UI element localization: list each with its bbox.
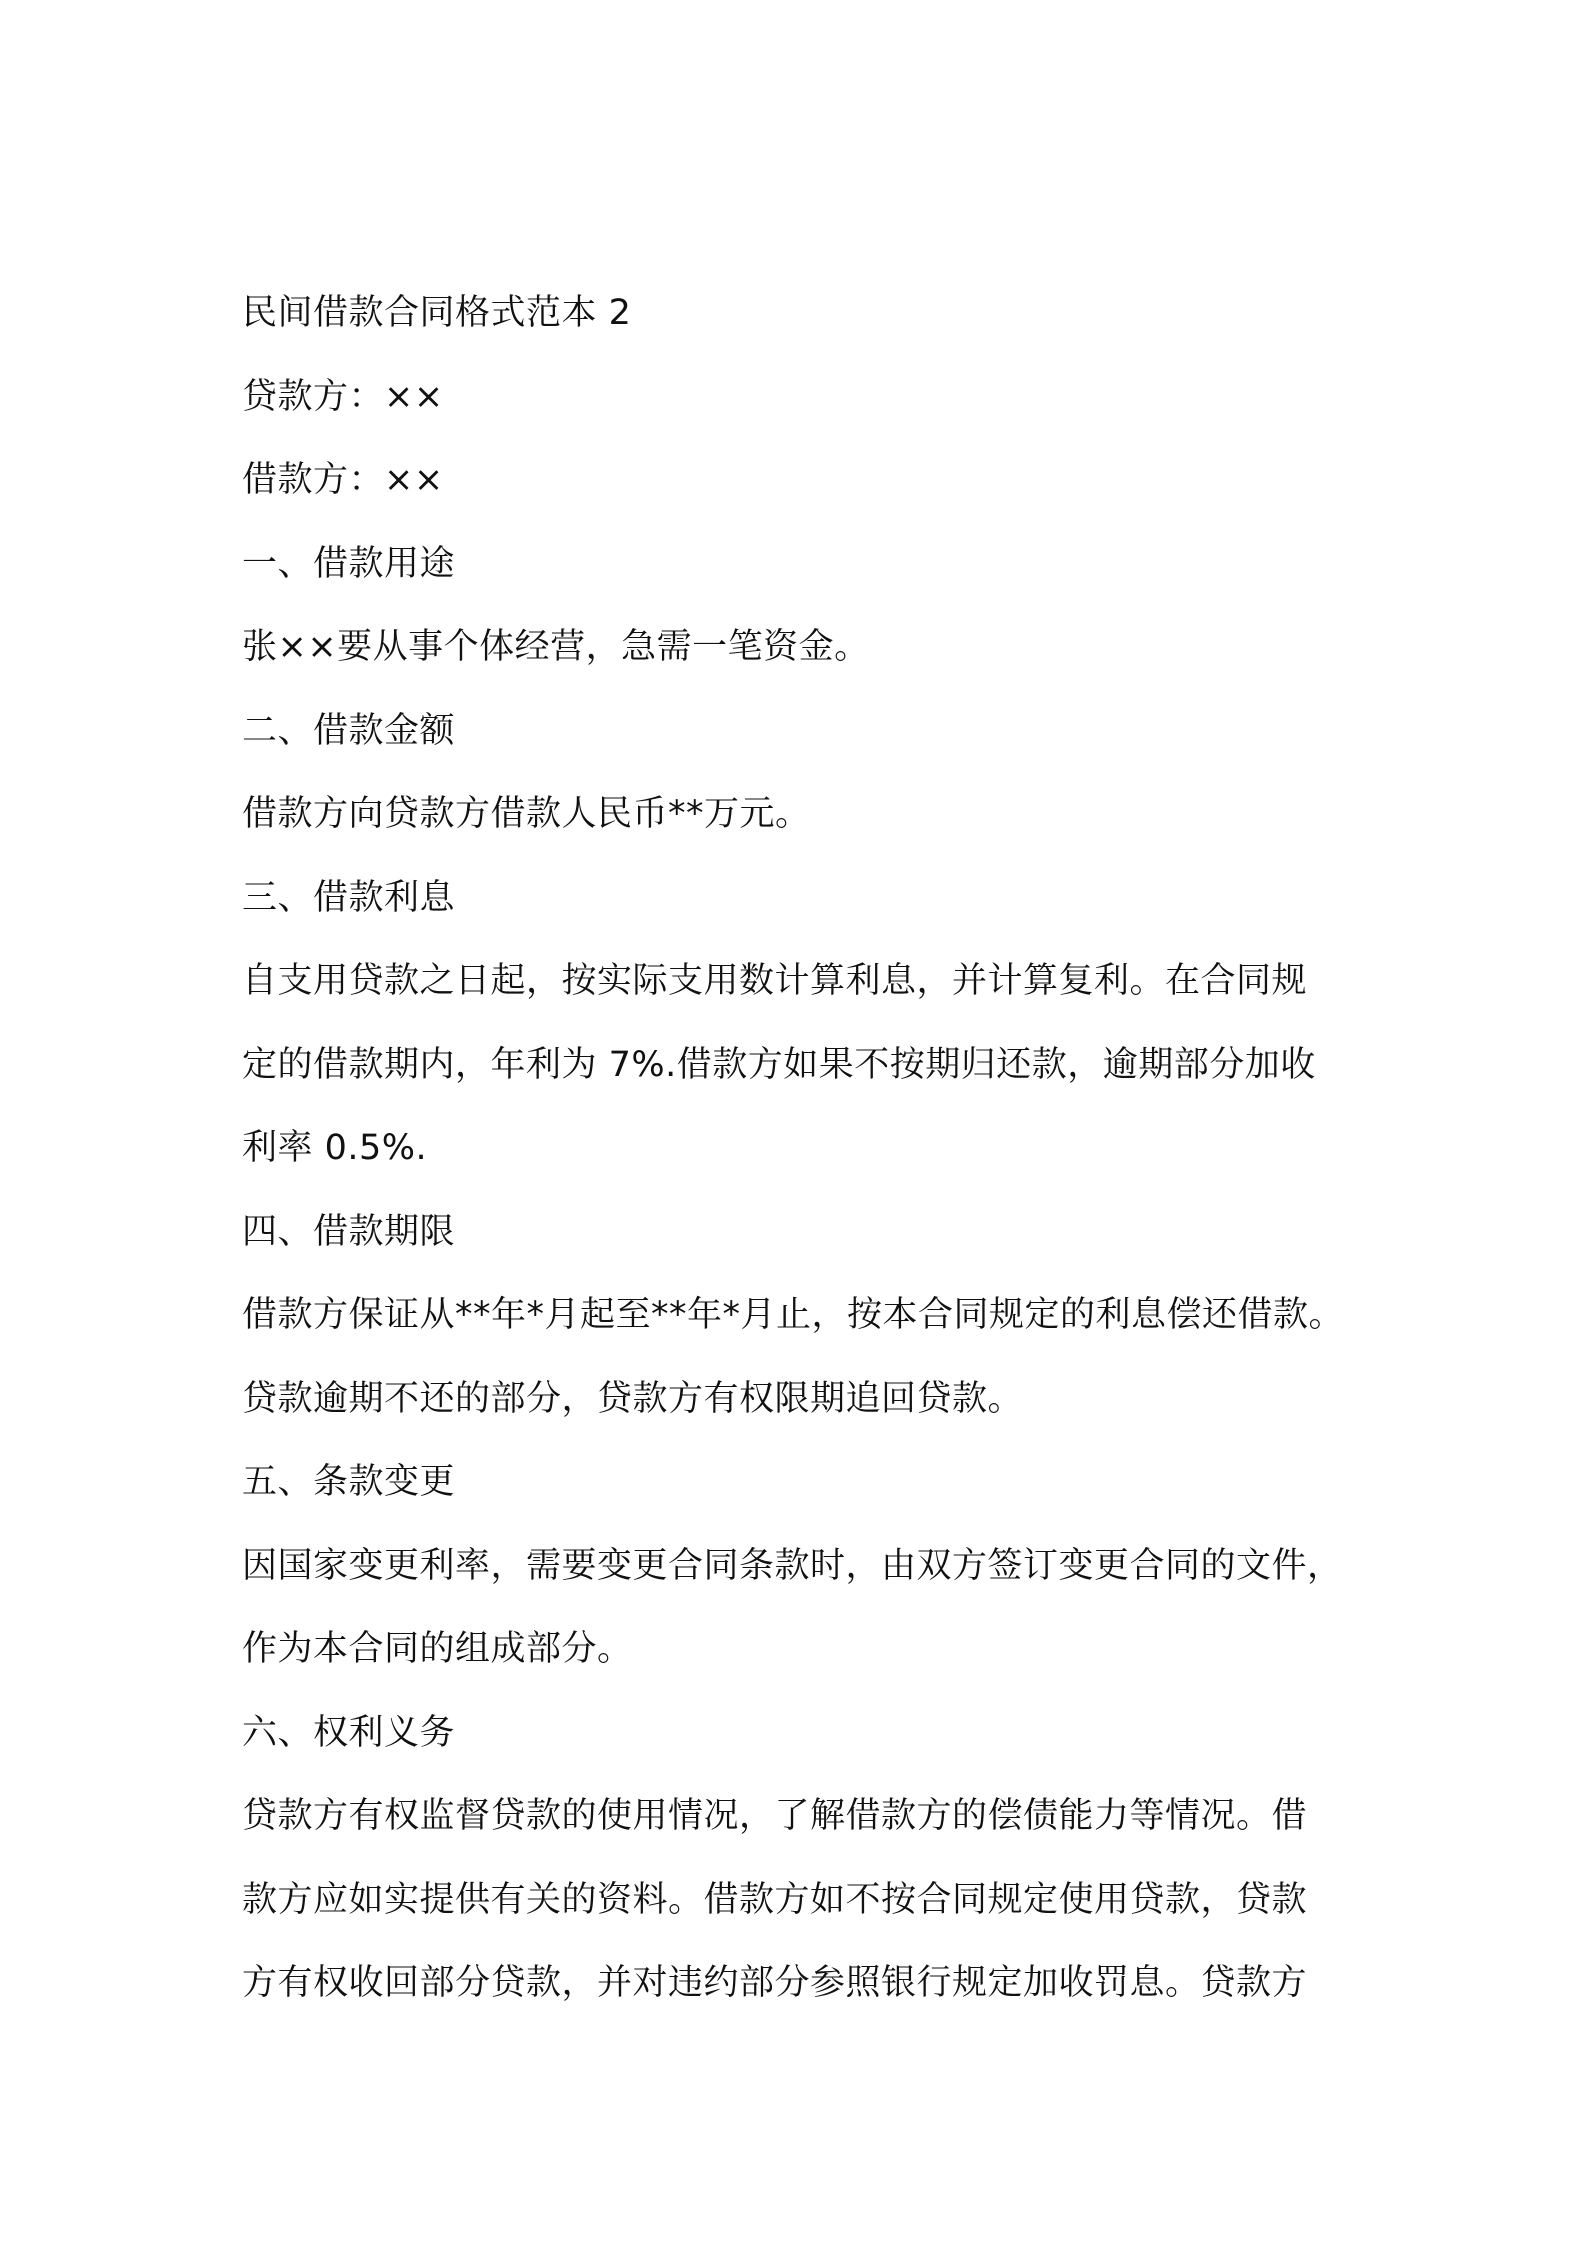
- paragraph-line: 利率 0.5%.: [242, 1128, 428, 1168]
- paragraph-line: 张××要从事个体经营，急需一笔资金。: [242, 627, 870, 667]
- lender-line: 贷款方：××: [242, 376, 444, 417]
- section-heading-rights: 六、权利义务: [242, 1712, 456, 1753]
- section-heading-term: 四、借款期限: [242, 1211, 456, 1252]
- section-heading-purpose: 一、借款用途: [242, 543, 456, 584]
- paragraph-line: 方有权收回部分贷款，并对违约部分参照银行规定加收罚息。贷款方: [242, 1963, 1308, 2003]
- section-heading-changes: 五、条款变更: [242, 1462, 456, 1502]
- section-heading-interest: 三、借款利息: [242, 877, 456, 918]
- document-body: [242, 272, 1382, 2026]
- paragraph-line: 自支用贷款之日起，按实际支用数计算利息，并计算复利。在合同规: [242, 961, 1308, 1001]
- document-title: 民间借款合同格式范本 2: [242, 293, 632, 333]
- borrower-line: 借款方：××: [242, 460, 444, 500]
- paragraph-line: 作为本合同的组成部分。: [242, 1629, 633, 1669]
- section-heading-amount: 二、借款金额: [242, 710, 456, 751]
- paragraph-line: 贷款方有权监督贷款的使用情况，了解借款方的偿债能力等情况。借: [242, 1796, 1308, 1836]
- paragraph-line: 贷款逾期不还的部分，贷款方有权限期追回贷款。: [242, 1378, 1024, 1419]
- paragraph-line: 借款方向贷款方借款人民币**万元。: [242, 794, 811, 834]
- paragraph-line: 定的借款期内，年利为 7%.借款方如果不按期归还款，逾期部分加收: [242, 1044, 1316, 1085]
- paragraph-line: 借款方保证从**年*月起至**年*月止，按本合同规定的利息偿还借款。: [242, 1295, 1345, 1335]
- paragraph-line: 款方应如实提供有关的资料。借款方如不按合同规定使用贷款，贷款: [242, 1879, 1308, 1920]
- paragraph-line: 因国家变更利率，需要变更合同条款时，由双方签订变更合同的文件，: [242, 1545, 1343, 1586]
